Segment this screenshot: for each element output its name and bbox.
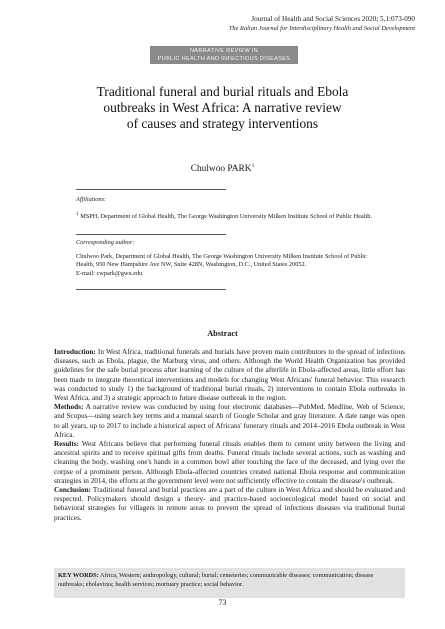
abstract-heading: Abstract <box>207 329 238 338</box>
affiliation-text-row <box>76 210 385 222</box>
abstract-results <box>54 440 405 486</box>
journal-subtitle: The Italian Journal for Interdisciplinary Health and Social Development <box>228 25 415 32</box>
author-line <box>0 163 445 174</box>
corresponding-heading: Corresponding author: <box>76 239 135 246</box>
page-number: 73 <box>218 598 227 607</box>
methods-text: A narrative review was conducted by using four electronic databases—PubMed, Medline, Web of Science, and Scopus—using search key terms and a manual search of Google Scholar and gray literature. A date range was open to all years, up to 2017 to include a historical aspect of Africans' funerary rituals and 2014–2016 Ebola outbreak in West Africa. <box>54 403 405 439</box>
divider <box>76 189 226 190</box>
divider <box>76 234 226 235</box>
keywords-text: Africa, Western; anthropology, cultural; burial; cemeteries; communicable diseases; communication; disease outbreaks; ebolavirus; health services; mortuary practice; social behavior. <box>58 572 374 588</box>
section-banner <box>150 46 298 64</box>
title-line-2: outbreaks in West Africa: A narrative review <box>103 100 342 115</box>
intro-label: Introduction: <box>54 348 96 356</box>
affiliations-heading: Affiliations: <box>76 196 107 203</box>
divider <box>76 289 226 290</box>
keywords-label: KEY WORDS: <box>58 572 99 579</box>
corresponding-address: Chulwoo Park, Department of Global Health, The George Washington University Milken Institute School of Public Health, 950 New Hampshire Ave NW, Suite 428N, Washington, D.C., United States 20052. <box>76 252 367 269</box>
affiliation-text: MSPH, Department of Global Health, The George Washington University Milken Institute School of Public Health. <box>78 212 372 220</box>
corresponding-email: E-mail: cwpark@gwu.edu <box>76 270 143 278</box>
abstract-introduction <box>54 348 405 403</box>
journal-citation: Journal of Health and Social Sciences 2020; 5,1:073-090 <box>251 15 415 23</box>
abstract-conclusion <box>54 486 405 523</box>
methods-label: Methods: <box>54 403 84 412</box>
article-title <box>40 84 405 132</box>
banner-line-1: NARRATIVE REVIEW IN <box>189 48 259 54</box>
results-label: Results: <box>54 440 79 449</box>
conclusion-label: Conclusion: <box>54 486 92 495</box>
affiliation-mark: 1 <box>76 210 79 217</box>
title-line-3: of causes and strategy interventions <box>126 116 319 131</box>
keywords-box <box>54 568 405 598</box>
affiliations <box>76 196 385 222</box>
banner-line-2: PUBLIC HEALTH AND INFECTIOUS DISEASES <box>157 56 291 62</box>
results-text: West Africans believe that performing funeral rituals enables them to cement unity between the living and ancestral spirits and to receive spiritual gifts from deaths. Funeral rituals include several actions, such as washing and cleaning the body, washing one's hands in a common bowl after touching the face of the deceased, and lying over the corpse of a prominent person. Although Ebola-affected countries created national Ebola response and communication strategies in 2014, the efforts at the government level were not sufficiently effective to contain the disease's outbreak. <box>54 440 405 485</box>
corresponding-author <box>76 239 385 279</box>
intro-text: In West Africa, traditional funerals and burials have proven main contributors to the spread of infectious diseases, such as Ebola, plague, the Marburg virus, and others. Although the World Health Organization has provided guidelines for the safe burial process after learning of the culture of the afterlife in Ebola-affected areas, little effort has been made to integrate theoretical interventions and models for changing West Africans' funeral behavior. This research was conducted to study 1) the background of traditional burial rituals, 2) interventions to contain Ebola outbreaks in West Africa, and 3) a strategic approach to future disease outbreak in the region. <box>54 348 405 403</box>
abstract-body <box>54 348 405 523</box>
author-name: Chulwoo PARK <box>190 164 252 175</box>
abstract-methods <box>54 403 405 440</box>
title-line-1: Traditional funeral and burial rituals and Ebola <box>96 84 349 99</box>
conclusion-text: Traditional funeral and burial practices are a part of the culture in West Africa and should be evaluated and respected. Policymakers should design a theory- and practice-based socioecological model based on social and behavioral strategies for villagers in remote areas to prevent the spread of infectious diseases via traditional burial practices. <box>54 486 405 522</box>
journal-header <box>229 14 415 34</box>
author-mark: 1 <box>251 163 255 169</box>
